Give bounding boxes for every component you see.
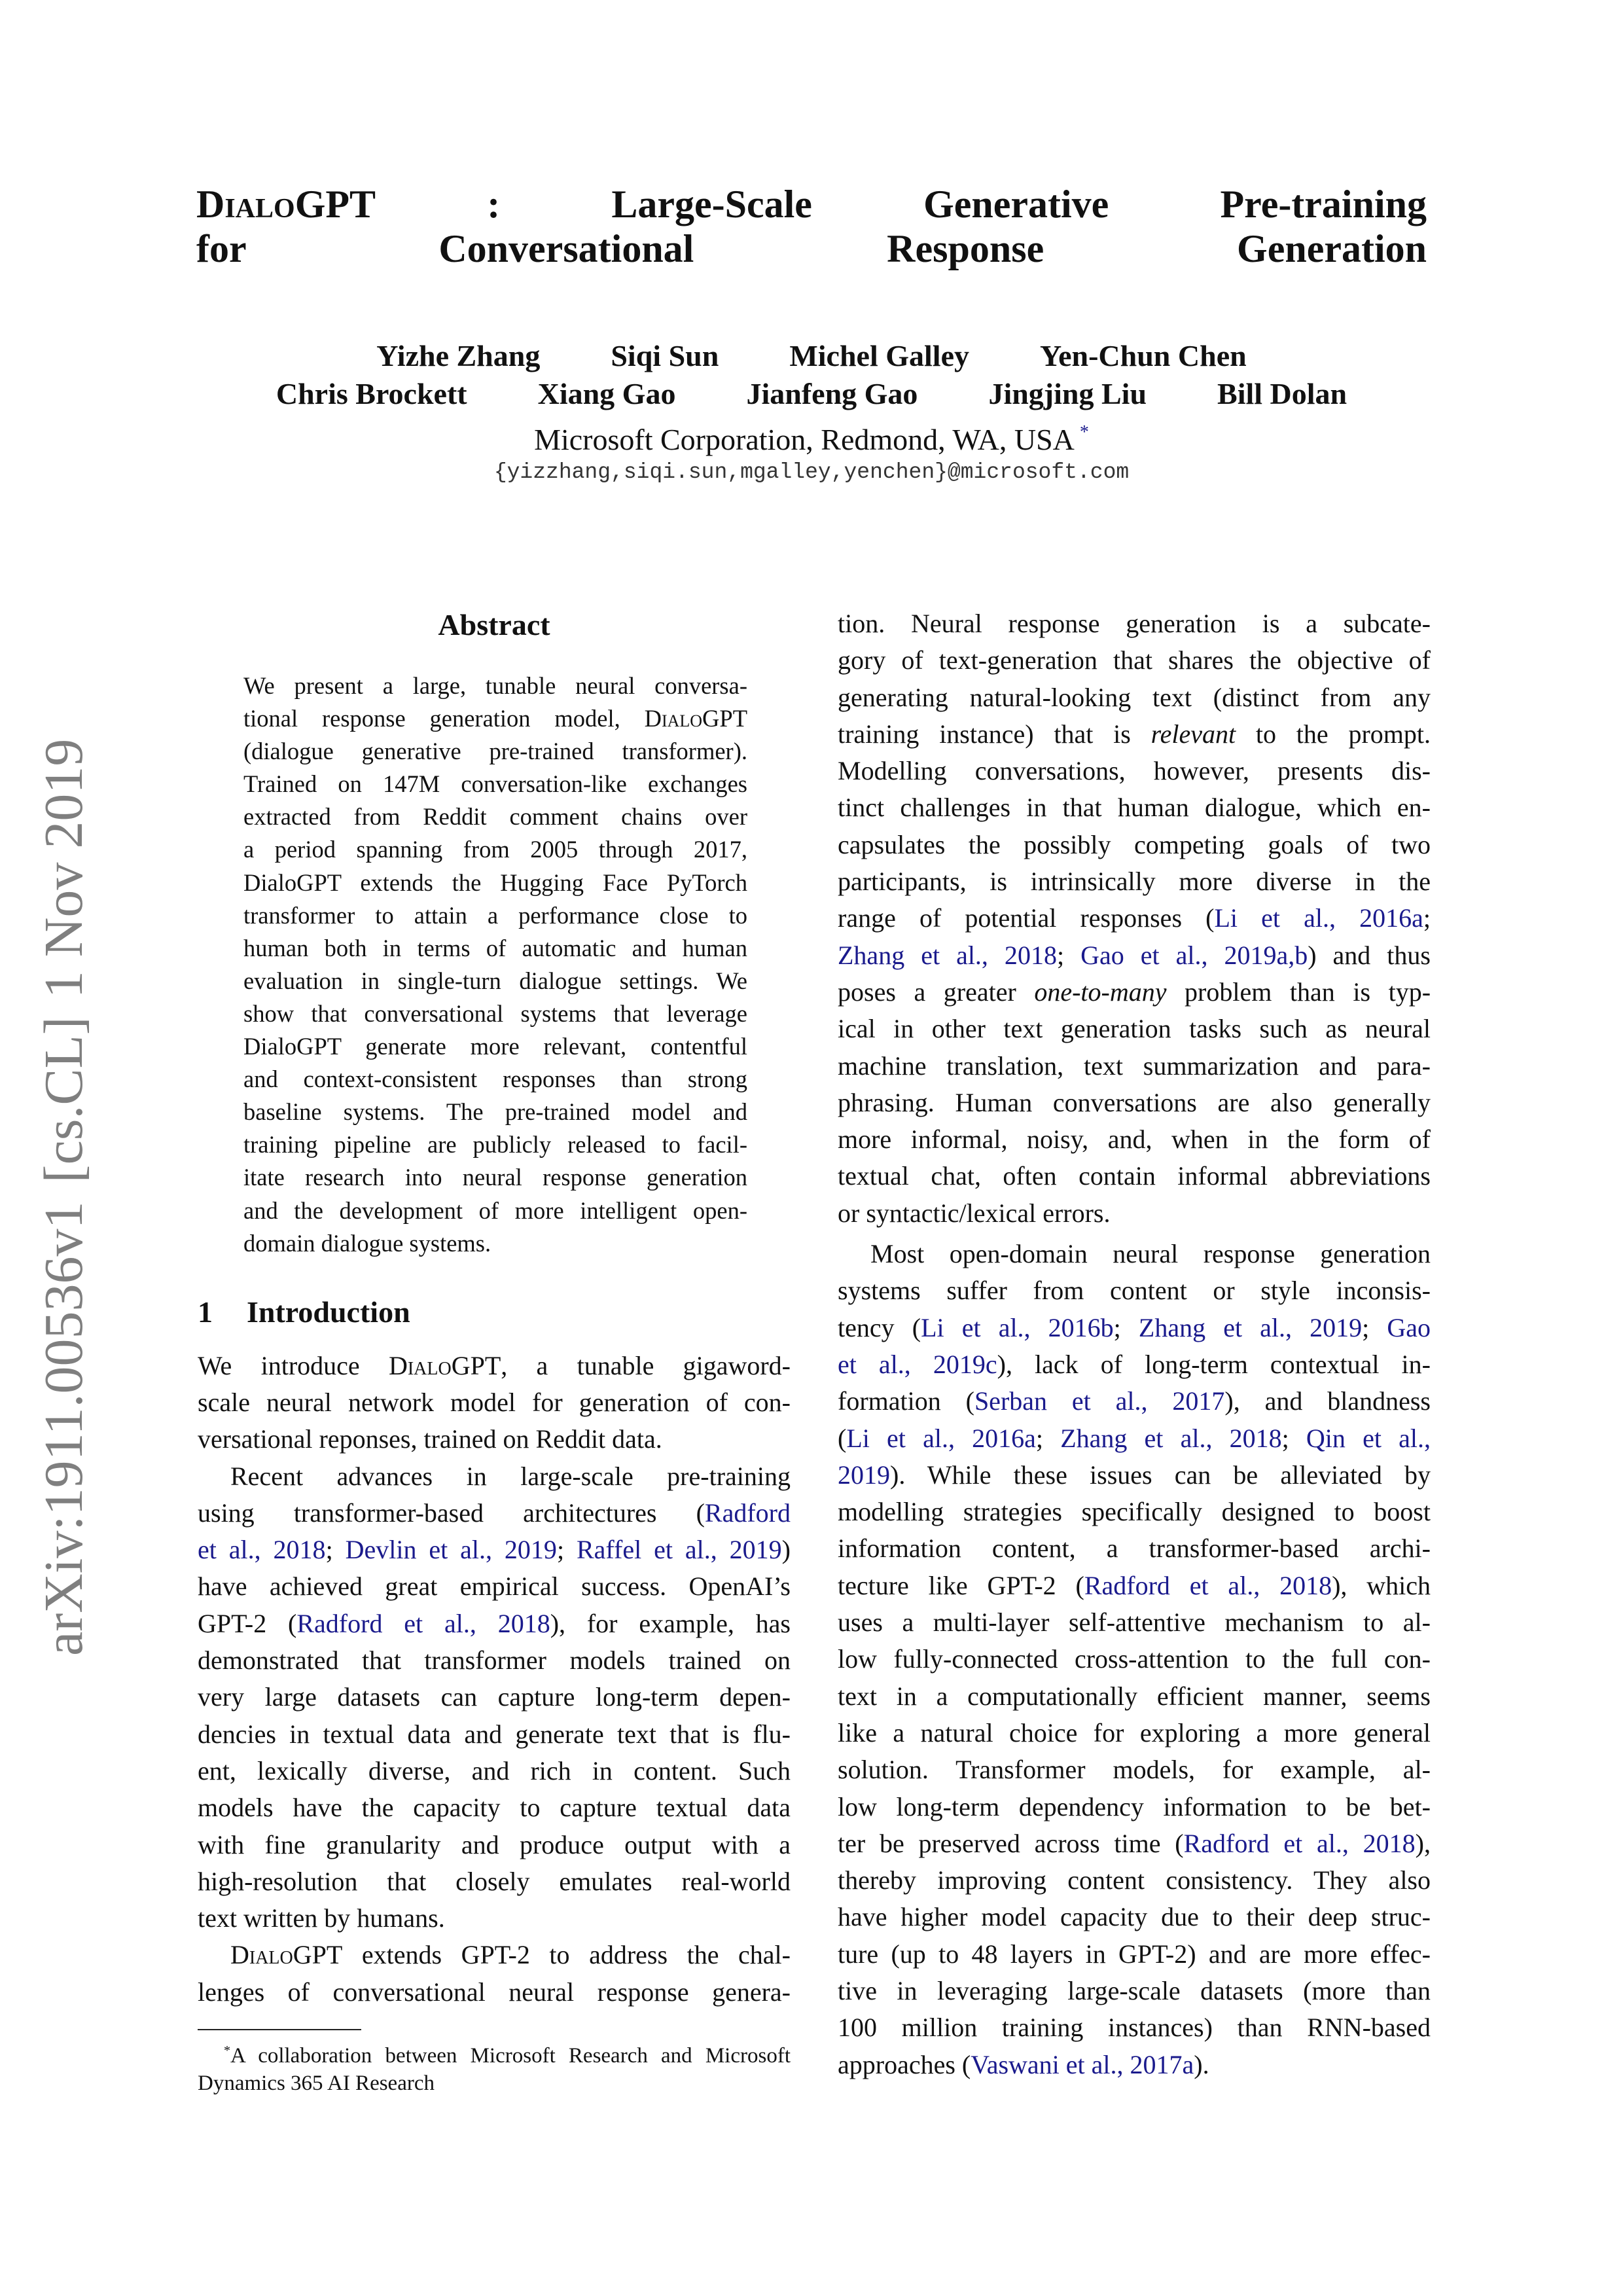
text-line: et al., 2019c), lack of long-term contextual in- <box>838 1349 1431 1379</box>
text-line: lenges of conversational neural response genera- <box>198 1977 791 2007</box>
citation-link[interactable]: Li et al., 2016a <box>846 1423 1036 1453</box>
citation-link[interactable]: et al., 2019c <box>838 1349 997 1379</box>
text-line: range of potential responses (Li et al., 2016a; <box>838 903 1431 933</box>
author-name: Chris Brockett <box>276 377 467 410</box>
abstract-line: evaluation in single-turn dialogue settings. We <box>243 967 747 994</box>
author-emails: {yizzhang,siqi.sun,mgalley,yenchen}@microsoft.com <box>493 460 1130 484</box>
text-line: ter be preserved across time (Radford et al., 2018), <box>838 1828 1431 1858</box>
text-line: or syntactic/lexical errors. <box>838 1198 1111 1228</box>
intro-paragraph-2 <box>198 1458 791 1937</box>
text-line: tecture like GPT-2 (Radford et al., 2018), which <box>838 1570 1431 1600</box>
text-line: low fully-connected cross-attention to the full con- <box>838 1644 1431 1674</box>
abstract-line: We present a large, tunable neural conversa- <box>243 672 747 699</box>
abstract-line: show that conversational systems that leverage <box>243 999 747 1027</box>
text-line: information content, a transformer-based archi- <box>838 1534 1431 1564</box>
text-line: gory of text-generation that shares the objective of <box>838 645 1431 675</box>
emphasis: relevant <box>1150 719 1236 749</box>
text-line: 2019). While these issues can be alleviated by <box>838 1460 1431 1490</box>
text-line: versational reponses, trained on Reddit data. <box>198 1424 662 1454</box>
text-line: tency (Li et al., 2016b; Zhang et al., 2019; Gao <box>838 1312 1431 1342</box>
footnote <box>198 2037 791 2097</box>
author-row-1 <box>196 337 1427 375</box>
text-line: ical in other text generation tasks such as neural <box>838 1014 1431 1044</box>
text-line: dencies in textual data and generate text that is flu- <box>198 1719 791 1749</box>
citation-link[interactable]: Li et al., 2016a <box>1214 903 1423 933</box>
text-line: machine translation, text summarization and para- <box>838 1050 1431 1081</box>
arxiv-stamp <box>31 721 97 1656</box>
title-line-1-rest: : Large-Scale Generative Pre-training <box>376 183 1427 226</box>
text-line: text written by humans. <box>198 1903 445 1933</box>
author-name: Michel Galley <box>789 339 969 372</box>
text-line: DialoGPT extends GPT-2 to address the chal- <box>230 1940 791 1970</box>
text-line: tinct challenges in that human dialogue, which en- <box>838 793 1431 823</box>
abstract-line: and the development of more intelligent open- <box>243 1196 747 1224</box>
text-line: uses a multi-layer self-attentive mechanism to al- <box>838 1607 1431 1638</box>
text-line: using transformer-based architectures (Radford <box>198 1498 791 1528</box>
text-line: tion. Neural response generation is a subcate- <box>838 609 1431 638</box>
abstract-line: domain dialogue systems. <box>243 1229 491 1257</box>
citation-link[interactable]: Zhang et al., 2018 <box>1060 1423 1282 1453</box>
left-column <box>198 605 791 2097</box>
text-line: We introduce DialoGPT, a tunable gigaword- <box>198 1350 791 1380</box>
citation-link[interactable]: Zhang et al., 2018 <box>838 940 1057 970</box>
text-line: capsulates the possibly competing goals of two <box>838 829 1431 859</box>
arxiv-id[interactable]: arXiv:1911.00536v1 <box>33 1201 94 1656</box>
footnote-divider <box>198 2029 361 2030</box>
text-line: participants, is intrinsically more diverse in the <box>838 867 1431 897</box>
text-line: (Li et al., 2016a; Zhang et al., 2018; Qin et al., <box>838 1423 1431 1453</box>
text-line: low long-term dependency information to be bet- <box>838 1791 1431 1821</box>
abstract-body <box>243 670 747 1260</box>
text-line: et al., 2018; Devlin et al., 2019; Raffel et al., 2019) <box>198 1535 791 1565</box>
affiliation-text: Microsoft Corporation, Redmond, WA, USA <box>534 423 1075 456</box>
text-line: solution. Transformer models, for example, al- <box>838 1755 1431 1785</box>
footnote-text: A collaboration between Microsoft Research and Microsoft Dynamics 365 AI Research <box>198 2044 791 2096</box>
abstract-line: baseline systems. The pre-trained model and <box>243 1098 747 1126</box>
intro-paragraph-3-continued <box>838 605 1431 1232</box>
abstract-line: human both in terms of automatic and human <box>243 934 747 961</box>
abstract-line: itate research into neural response generation <box>243 1164 747 1191</box>
text-line: modelling strategies specifically designed to boost <box>838 1497 1431 1527</box>
text-line: ent, lexically diverse, and rich in content. Such <box>198 1755 791 1785</box>
footnote-marker: * <box>224 2043 230 2058</box>
title-model-name: DialoGPT <box>196 183 376 226</box>
title-line-2: for Conversational Response Generation <box>196 227 1427 270</box>
author-row-2 <box>196 375 1427 413</box>
arxiv-date: 1 Nov 2019 <box>33 738 94 999</box>
abstract-line: training pipeline are publicly released to facil- <box>243 1131 747 1158</box>
text-line: thereby improving content consistency. They also <box>838 1865 1431 1895</box>
citation-link[interactable]: Radford et al., 2018 <box>296 1608 550 1638</box>
text-line: GPT-2 (Radford et al., 2018), for example, has <box>198 1608 791 1638</box>
author-name: Yizhe Zhang <box>376 339 541 372</box>
author-name: Siqi Sun <box>611 339 719 372</box>
footnote-marker-link[interactable]: * <box>1079 422 1089 442</box>
text-line: text in a computationally efficient manner, seems <box>838 1681 1431 1711</box>
author-name: Xiang Gao <box>537 377 676 410</box>
abstract-line: DialoGPT extends the Hugging Face PyTorch <box>243 869 747 896</box>
intro-paragraph-3 <box>198 1937 791 2011</box>
abstract-line: a period spanning from 2005 through 2017, <box>243 836 747 863</box>
text-line: more informal, noisy, and, when in the form of <box>838 1124 1431 1155</box>
author-name: Yen-Chun Chen <box>1039 339 1247 372</box>
text-line: tive in leveraging large-scale datasets (more than <box>838 1975 1431 2005</box>
model-name: DialoGPT <box>230 1940 343 1970</box>
text-line: high-resolution that closely emulates real-world <box>198 1866 791 1896</box>
abstract-line: extracted from Reddit comment chains over <box>243 803 747 831</box>
text-line: generating natural-looking text (distinct from any <box>838 682 1431 712</box>
author-name: Jianfeng Gao <box>746 377 918 410</box>
citation-link[interactable]: Radford et al., 2018 <box>1183 1828 1416 1858</box>
abstract-line: tional response generation model, DialoGPT <box>243 705 747 732</box>
citation-link[interactable]: et al., 2018 <box>198 1535 326 1565</box>
paper-title <box>196 182 1427 271</box>
citation-link[interactable]: Li et al., 2016b <box>921 1312 1114 1342</box>
citation-link[interactable]: Gao <box>1387 1312 1431 1342</box>
text-line: Most open-domain neural response generation <box>870 1239 1431 1269</box>
text-line: approaches (Vaswani et al., 2017a). <box>838 2049 1209 2079</box>
text-line: phrasing. Human conversations are also generally <box>838 1087 1431 1117</box>
text-line: models have the capacity to capture textual data <box>198 1793 791 1823</box>
text-line: scale neural network model for generation of con- <box>198 1387 791 1417</box>
emphasis: one-to-many <box>1034 977 1167 1007</box>
section-heading-introduction <box>198 1293 791 1332</box>
text-line: ture (up to 48 layers in GPT-2) and are more effec- <box>838 1939 1431 1969</box>
citation-link[interactable]: Qin et al., <box>1306 1423 1431 1453</box>
text-line: have achieved great empirical success. OpenAI’s <box>198 1571 791 1602</box>
text-line: with fine granularity and produce output with a <box>198 1829 791 1859</box>
text-line: 100 million training instances) than RNN-based <box>838 2013 1431 2043</box>
citation-link[interactable]: Radford <box>704 1498 791 1528</box>
citation-link[interactable]: Radford et al., 2018 <box>1084 1570 1332 1600</box>
author-list <box>196 337 1427 413</box>
arxiv-category: [cs.CL] <box>33 1016 94 1183</box>
abstract-line: DialoGPT generate more relevant, contentful <box>243 1033 747 1060</box>
citation-link[interactable]: Raffel et al., 2019 <box>576 1535 782 1565</box>
text-line: systems suffer from content or style inconsis- <box>838 1276 1431 1306</box>
affiliation <box>196 414 1427 459</box>
text-line: formation (Serban et al., 2017), and blandness <box>838 1386 1431 1416</box>
text-line: training instance) that is relevant to the prompt. <box>838 719 1431 749</box>
text-line: like a natural choice for exploring a more general <box>838 1717 1431 1748</box>
text-line: textual chat, often contain informal abbreviations <box>838 1161 1431 1191</box>
text-line: demonstrated that transformer models trained on <box>198 1645 791 1676</box>
right-column <box>838 605 1431 2083</box>
citation-link[interactable]: Devlin et al., 2019 <box>345 1535 557 1565</box>
intro-paragraph-4 <box>838 1236 1431 2083</box>
citation-link[interactable]: Serban et al., 2017 <box>974 1386 1225 1416</box>
citation-link[interactable]: Gao et al., 2019a,b <box>1080 940 1308 970</box>
author-name: Bill Dolan <box>1217 377 1347 410</box>
text-line: very large datasets can capture long-term depen- <box>198 1682 791 1712</box>
text-line: Recent advances in large-scale pre-training <box>230 1461 791 1491</box>
intro-paragraph-1 <box>198 1348 791 1458</box>
abstract-line: Trained on 147M conversation-like exchanges <box>243 770 747 798</box>
text-line: poses a greater one-to-many problem than is typ- <box>838 977 1431 1007</box>
abstract-line: (dialogue generative pre-trained transformer). <box>243 738 747 765</box>
abstract-line: transformer to attain a performance close to <box>243 901 747 929</box>
title-line-1 <box>196 182 1427 226</box>
citation-link[interactable]: 2019 <box>838 1460 890 1490</box>
text-line: Zhang et al., 2018; Gao et al., 2019a,b) and thus <box>838 940 1431 970</box>
abstract-line: and context-consistent responses than strong <box>243 1066 747 1093</box>
citation-link[interactable]: Zhang et al., 2019 <box>1138 1312 1363 1342</box>
section-number: 1 <box>198 1295 213 1329</box>
abstract-heading: Abstract <box>438 608 550 641</box>
citation-link[interactable]: Vaswani et al., 2017a <box>971 2049 1194 2079</box>
text-line: Modelling conversations, however, presents dis- <box>838 756 1431 786</box>
section-title: Introduction <box>247 1295 410 1329</box>
author-name: Jingjing Liu <box>988 377 1147 410</box>
text-line: have higher model capacity due to their deep struc- <box>838 1902 1431 1932</box>
